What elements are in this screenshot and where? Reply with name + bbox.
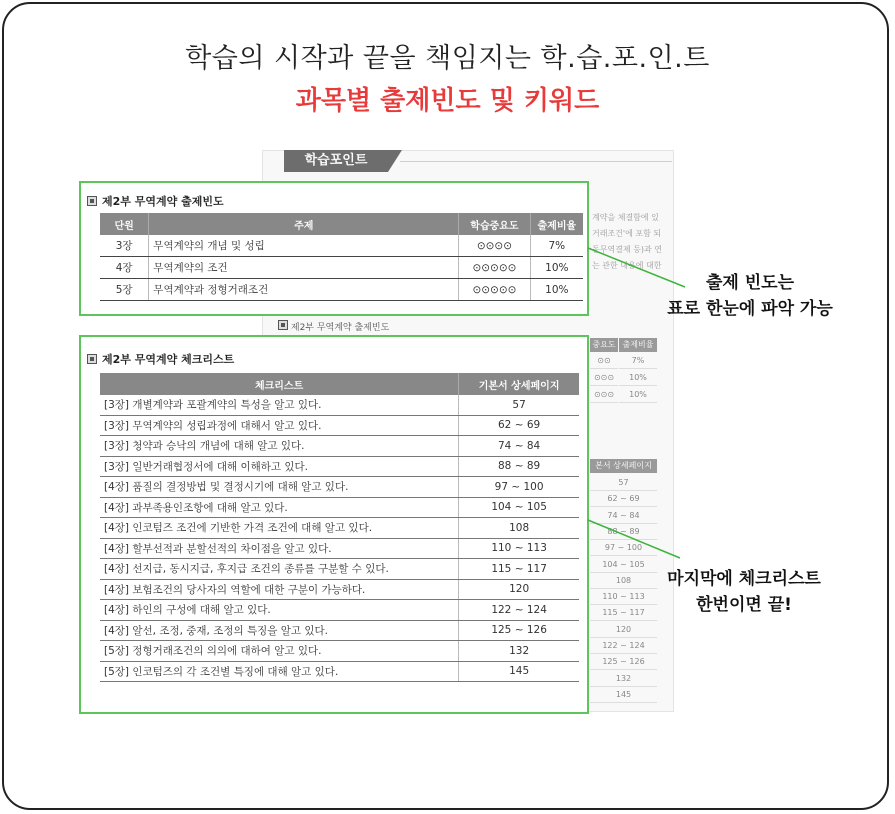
- header-subtitle: 과목별 출제빈도 및 키워드: [295, 86, 600, 116]
- check-item: [4장] 할부선적과 분할선적의 차이점을 알고 있다.: [100, 538, 459, 559]
- check-item: [3장] 개별계약과 포괄계약의 특성을 알고 있다.: [100, 395, 459, 415]
- bg-check-page: 115 ~ 117: [590, 605, 657, 621]
- bg-section-label: 제2부 무역계약 출제빈도: [278, 320, 389, 333]
- check-item: [3장] 청약과 승낙의 개념에 대해 알고 있다.: [100, 436, 459, 457]
- check-item: [5장] 인코텀즈의 각 조건별 특징에 대해 알고 있다.: [100, 661, 459, 682]
- bg-freq-cell: ⊙⊙: [590, 353, 618, 369]
- table-row: 3장 무역계약의 개념 및 성립 ⊙⊙⊙⊙ 7%: [100, 235, 583, 257]
- checklist-title: 제2부 무역계약 체크리스트: [87, 351, 234, 367]
- check-page: 104 ~ 105: [459, 497, 579, 518]
- bg-check-page: 62 ~ 69: [590, 491, 657, 507]
- page-tab: 학습포인트: [284, 150, 388, 172]
- bg-freq-cell: ⊙⊙⊙: [590, 370, 618, 386]
- check-item: [4장] 보험조건의 당사자의 역할에 대한 구분이 가능하다.: [100, 579, 459, 600]
- check-item: [4장] 인코텀즈 조건에 기반한 가격 조건에 대해 알고 있다.: [100, 518, 459, 539]
- check-col-page: 기본서 상세페이지: [459, 373, 579, 395]
- check-page: 110 ~ 113: [459, 538, 579, 559]
- bg-check-page: 108: [590, 573, 657, 589]
- freq-col-unit: 단원: [100, 213, 149, 235]
- header-title: 학습의 시작과 끝을 책임지는 학.습.포.인.트: [185, 43, 710, 74]
- bg-check-page: 122 ~ 124: [590, 638, 657, 654]
- check-item: [3장] 일반거래협정서에 대해 이해하고 있다.: [100, 456, 459, 477]
- bg-check-page: 104 ~ 105: [590, 557, 657, 573]
- bg-check-page: 74 ~ 84: [590, 508, 657, 524]
- bg-freq-cell: 10%: [619, 387, 657, 403]
- check-page: 125 ~ 126: [459, 620, 579, 641]
- freq-col-importance: 학습중요도: [459, 213, 530, 235]
- table-row: 5장 무역계약과 정형거래조건 ⊙⊙⊙⊙⊙ 10%: [100, 279, 583, 301]
- check-page: 115 ~ 117: [459, 559, 579, 580]
- frequency-title: 제2부 무역계약 출제빈도: [87, 193, 224, 209]
- check-item: [3장] 무역계약의 성립과정에 대해서 알고 있다.: [100, 415, 459, 436]
- check-page: 108: [459, 518, 579, 539]
- bg-check-header: 본서 상세페이지: [590, 459, 657, 473]
- check-page: 57: [459, 395, 579, 415]
- check-callout: 마지막에 체크리스트 한번이면 끝!: [667, 569, 821, 615]
- freq-col-topic: 주제: [149, 213, 459, 235]
- table-row: 4장 무역계약의 조건 ⊙⊙⊙⊙⊙ 10%: [100, 257, 583, 279]
- check-item: [4장] 하인의 구성에 대해 알고 있다.: [100, 600, 459, 621]
- check-page: 88 ~ 89: [459, 456, 579, 477]
- bg-check-page: 110 ~ 113: [590, 589, 657, 605]
- check-page: 74 ~ 84: [459, 436, 579, 457]
- bg-freq-cell: 10%: [619, 370, 657, 386]
- bg-freq-cell: ⊙⊙⊙: [590, 387, 618, 403]
- check-page: 122 ~ 124: [459, 600, 579, 621]
- check-page: 97 ~ 100: [459, 477, 579, 498]
- check-item: [5장] 정형거래조건의 의의에 대하여 알고 있다.: [100, 641, 459, 662]
- bg-check-page: 88 ~ 89: [590, 524, 657, 540]
- check-item: [4장] 과부족용인조항에 대해 알고 있다.: [100, 497, 459, 518]
- check-connector-line: [588, 520, 680, 558]
- check-item: [4장] 품질의 결정방법 및 결정시기에 대해 알고 있다.: [100, 477, 459, 498]
- bg-freq-header: 중요도: [590, 338, 618, 352]
- bg-text-line: 계약을 체결함에 있: [592, 213, 659, 222]
- check-page: 132: [459, 641, 579, 662]
- check-item: [4장] 선지급, 동시지급, 후지급 조건의 종류를 구분할 수 있다.: [100, 559, 459, 580]
- check-page: 120: [459, 579, 579, 600]
- bg-text-line: 동무역결제 등)과 연: [592, 245, 663, 254]
- bg-text-line: 는 관한 내용에 대한: [592, 261, 662, 270]
- check-item: [4장] 알선, 조정, 중재, 조정의 특징을 알고 있다.: [100, 620, 459, 641]
- check-page: 62 ~ 69: [459, 415, 579, 436]
- bg-check-page: 97 ~ 100: [590, 540, 657, 556]
- bg-check-page: 120: [590, 622, 657, 638]
- check-col-item: 체크리스트: [100, 373, 459, 395]
- bg-check-page: 132: [590, 671, 657, 687]
- check-page: 145: [459, 661, 579, 682]
- freq-callout: 출제 빈도는 표로 한눈에 파악 가능: [667, 273, 833, 319]
- bg-freq-header: 출제비율: [619, 338, 657, 352]
- bg-check-page: 145: [590, 687, 657, 703]
- bg-freq-cell: 7%: [619, 353, 657, 369]
- freq-col-ratio: 출제비율: [530, 213, 583, 235]
- bg-text-line: 거래조건'에 포함 되: [592, 229, 662, 238]
- bg-check-page: 57: [590, 475, 657, 491]
- bg-check-page: 125 ~ 126: [590, 654, 657, 670]
